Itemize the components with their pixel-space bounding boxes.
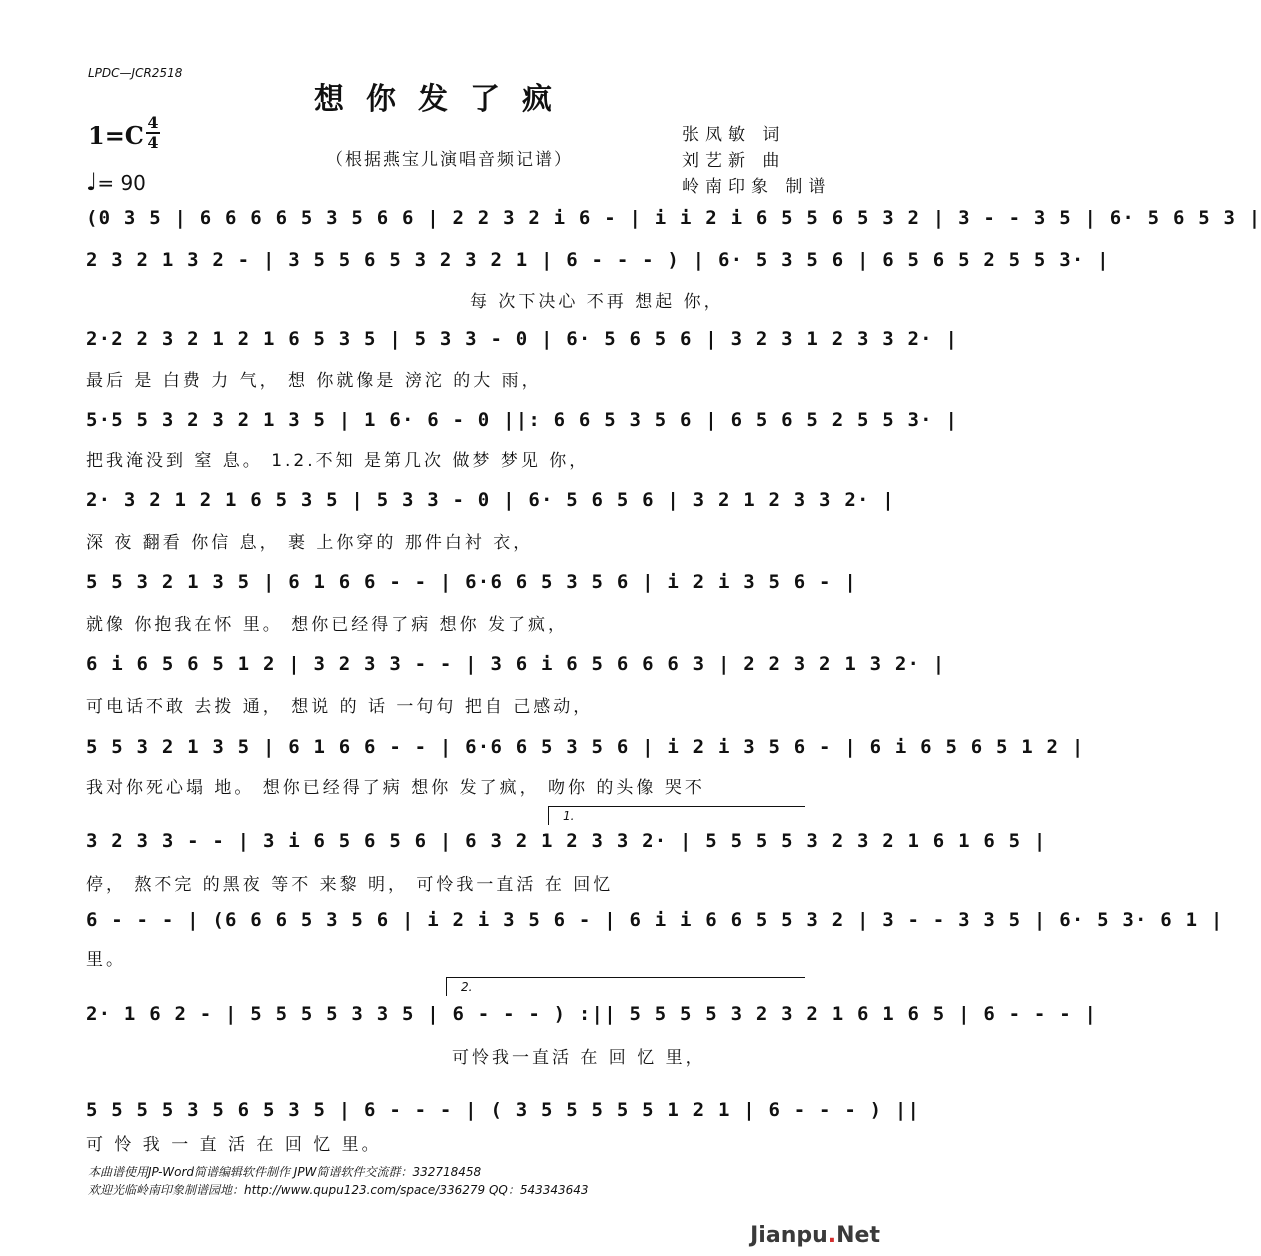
site-watermark: [750, 1223, 880, 1248]
watermark-tld: Net: [836, 1223, 880, 1248]
meter-top: 4: [147, 113, 159, 132]
music-line-2: 2 3 2 1 3 2 - | 3 5 5 6 5 3 2 3 2 1 | 6 - - - ) | 6· 5 3 5 6 | 6 5 6 5 2 5 5 3· |: [86, 249, 1110, 271]
music-line-6: 5 5 3 2 1 3 5 | 6 1 6 6 - - | 6·6 6 5 3 5 6 | i 2 i 3 5 6 - |: [86, 571, 857, 593]
music-line-12: 5 5 5 5 3 5 6 5 3 5 | 6 - - - | ( 3 5 5 5 5 5 1 2 1 | 6 - - - ) ||: [86, 1099, 921, 1121]
music-line-5: 2· 3 2 1 2 1 6 5 3 5 | 5 3 3 - 0 | 6· 5 6 5 6 | 3 2 1 2 3 3 2· |: [86, 489, 895, 511]
key-signature: 1=C: [88, 121, 144, 150]
watermark-name: Jianpu: [750, 1223, 828, 1248]
lyric-line-9: 停， 熬不完 的黑夜 等不 来黎 明， 可怜我一直活 在 回忆: [86, 875, 614, 895]
first-ending-bracket: [548, 806, 805, 825]
lyric-line-12: 可 怜 我 一 直 活 在 回 忆 里。: [86, 1135, 382, 1155]
first-ending-label: 1.: [563, 809, 575, 823]
footer-website-note: 欢迎光临岭南印象制谱园地：http://www.qupu123.com/space/336279 QQ：543343643: [88, 1183, 589, 1197]
music-line-1: (0 3 5 | 6 6 6 6 5 3 5 6 6 | 2 2 3 2 i 6 - | i i 2 i 6 5 5 6 5 3 2 | 3 - - 3 5 | 6· 5 6 5 3 |: [86, 207, 1261, 229]
lyric-line-4: 把我淹没到 窒 息。 1.2.不知 是第几次 做梦 梦见 你，: [86, 451, 590, 471]
lyric-line-6: 就像 你抱我在怀 里。 想你已经得了病 想你 发了疯，: [86, 615, 569, 635]
subtitle: （根据燕宝儿演唱音频记谱）: [326, 150, 573, 170]
music-line-9: 3 2 3 3 - - | 3 i 6 5 6 5 6 | 6 3 2 1 2 3 3 2· | 5 5 5 5 3 2 3 2 1 6 1 6 5 |: [86, 830, 1047, 852]
lyric-line-8: 我对你死心塌 地。 想你已经得了病 想你 发了疯， 吻你 的头像 哭不: [86, 778, 705, 798]
footer-software-note: 本曲谱使用JP-Word简谱编辑软件制作 JPW简谱软件交流群：332718458: [88, 1165, 482, 1179]
lyric-line-7: 可电话不敢 去拨 通， 想说 的 话 一句句 把自 己感动，: [86, 697, 594, 717]
tempo-value: = 90: [97, 171, 146, 195]
music-line-7: 6 i 6 5 6 5 1 2 | 3 2 3 3 - - | 3 6 i 6 5 6 6 6 3 | 2 2 3 2 1 3 2· |: [86, 653, 946, 675]
music-line-3: 2·2 2 3 2 1 2 1 6 5 3 5 | 5 3 3 - 0 | 6· 5 6 5 6 | 3 2 3 1 2 3 3 2· |: [86, 328, 959, 350]
music-line-10: 6 - - - | (6 6 6 5 3 5 6 | i 2 i 3 5 6 - | 6 i i 6 6 5 5 3 2 | 3 - - 3 3 5 | 6· 5 3· 6 1 |: [86, 909, 1224, 931]
arranger-credit: 岭南印象 制谱: [682, 177, 832, 197]
song-title: 想你发了疯: [314, 82, 574, 117]
second-ending-label: 2.: [461, 980, 473, 994]
time-signature: [146, 115, 160, 151]
lyric-line-2: 每 次下决心 不再 想起 你，: [470, 292, 724, 312]
music-line-4: 5·5 5 3 2 3 2 1 3 5 | 1 6· 6 - 0 ||: 6 6 5 3 5 6 | 6 5 6 5 2 5 5 3· |: [86, 409, 959, 431]
composer-credit: 刘艺新 曲: [682, 151, 786, 171]
score-code: LPDC—JCR2518: [88, 66, 183, 80]
music-line-11: 2· 1 6 2 - | 5 5 5 5 3 3 5 | 6 - - - ) :|| 5 5 5 5 3 2 3 2 1 6 1 6 5 | 6 - - - |: [86, 1003, 1098, 1025]
lyric-line-11: 可怜我一直活 在 回 忆 里，: [452, 1048, 706, 1068]
lyric-line-10: 里。: [86, 950, 126, 970]
lyric-line-5: 深 夜 翻看 你信 息， 裹 上你穿的 那件白衬 衣，: [86, 533, 534, 553]
music-line-8: 5 5 3 2 1 3 5 | 6 1 6 6 - - | 6·6 6 5 3 5 6 | i 2 i 3 5 6 - | 6 i 6 5 6 5 1 2 |: [86, 736, 1085, 758]
second-ending-bracket: [446, 977, 805, 996]
meter-bottom: 4: [147, 133, 159, 152]
tempo-marking: [86, 168, 146, 196]
watermark-dot: .: [827, 1223, 837, 1248]
lyric-line-3: 最后 是 白费 力 气， 想 你就像是 滂沱 的大 雨，: [86, 371, 542, 391]
quarter-note-icon: ♩: [86, 168, 98, 196]
lyricist-credit: 张凤敏 词: [682, 125, 786, 145]
